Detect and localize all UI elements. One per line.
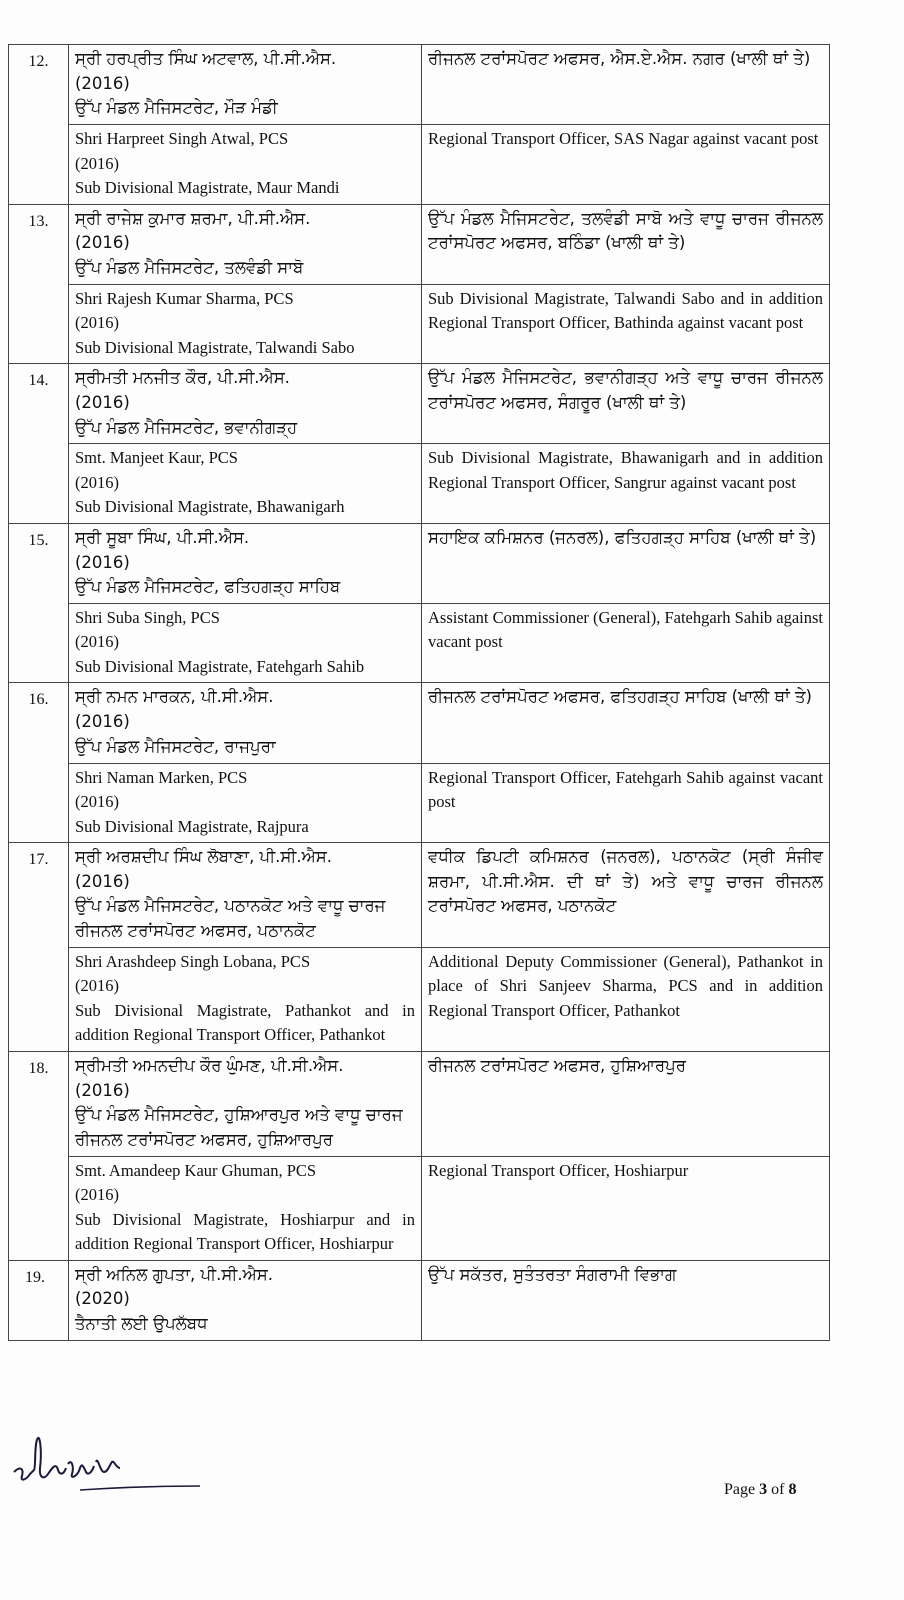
name-line-punjabi: ਉੱਪ ਮੰਡਲ ਮੈਜਿਸਟਰੇਟ, ਹੁਸ਼ਿਆਰਪੁਰ ਅਤੇ ਵਾਧੂ ਚਾਰਜ ਰੀਜਨਲ ਟਰਾਂਸਪੋਰਟ ਅਫਸਰ, ਹੁਸ਼ਿਆਰਪੁਰ <box>75 1105 403 1149</box>
officer-name-punjabi <box>69 204 422 284</box>
handwritten-signature <box>0 1422 210 1522</box>
posting-punjabi: ਸਹਾਇਕ ਕਮਿਸ਼ਨਰ (ਜਨਰਲ), ਫਤਿਹਗੜ੍ਹ ਸਾਹਿਬ (ਖਾਲੀ ਥਾਂ ਤੇ) <box>422 523 830 603</box>
page-current: 3 <box>759 1481 768 1498</box>
posting-table-body <box>9 45 830 1341</box>
officer-name-punjabi <box>69 523 422 603</box>
entry-row-punjabi <box>9 683 830 763</box>
posting-english: Regional Transport Officer, Hoshiarpur <box>422 1156 830 1260</box>
posting-english: Assistant Commissioner (General), Fatehgarh Sahib against vacant post <box>422 603 830 683</box>
serial-number: 16. <box>9 683 69 843</box>
page-total: 8 <box>788 1481 797 1498</box>
name-line-punjabi: ਉੱਪ ਮੰਡਲ ਮੈਜਿਸਟਰੇਟ, ਭਵਾਨੀਗੜ੍ਹ <box>75 417 298 437</box>
entry-row-english <box>9 284 830 364</box>
entry-row-punjabi <box>9 1051 830 1156</box>
name-line-english: Shri Harpreet Singh Atwal, PCS <box>75 129 289 149</box>
name-line-english: Sub Divisional Magistrate, Rajpura <box>75 816 309 836</box>
posting-english: Sub Divisional Magistrate, Talwandi Sabo and in addition Regional Transport Officer, Bathinda against vacant post <box>422 284 830 364</box>
officer-name-english <box>69 125 422 205</box>
posting-english: Sub Divisional Magistrate, Bhawanigarh and in addition Regional Transport Officer, Sangrur against vacant post <box>422 444 830 524</box>
name-line-punjabi: ਉੱਪ ਮੰਡਲ ਮੈਜਿਸਟਰੇਟ, ਤਲਵੰਡੀ ਸਾਬੋ <box>75 258 304 278</box>
posting-english: Regional Transport Officer, Fatehgarh Sahib against vacant post <box>422 763 830 843</box>
of-word: of <box>771 1481 785 1498</box>
name-line-punjabi: (2016) <box>75 392 130 412</box>
posting-english: Regional Transport Officer, SAS Nagar against vacant post <box>422 125 830 205</box>
posting-punjabi: ਰੀਜਨਲ ਟਰਾਂਸਪੋਰਟ ਅਫਸਰ, ਹੁਸ਼ਿਆਰਪੁਰ <box>422 1051 830 1156</box>
officer-name-english <box>69 444 422 524</box>
officer-name-english <box>69 603 422 683</box>
name-line-english: Sub Divisional Magistrate, Bhawanigarh <box>75 497 345 517</box>
entry-row-punjabi <box>9 204 830 284</box>
name-line-english: Sub Divisional Magistrate, Maur Mandi <box>75 178 340 198</box>
serial-number: 17. <box>9 843 69 1052</box>
name-line-english: (2016) <box>75 976 119 996</box>
name-line-punjabi: (2016) <box>75 73 130 93</box>
entry-row-punjabi <box>9 843 830 948</box>
entry-row-english <box>9 947 830 1051</box>
name-line-english: (2016) <box>75 472 119 492</box>
name-line-english: Sub Divisional Magistrate, Talwandi Sabo <box>75 337 355 357</box>
page-indicator <box>724 1481 796 1499</box>
entry-row-punjabi <box>9 364 830 444</box>
name-line-punjabi: ਸ੍ਰੀ ਹਰਪ੍ਰੀਤ ਸਿੰਘ ਅਟਵਾਲ, ਪੀ.ਸੀ.ਐਸ. <box>75 49 337 68</box>
officer-name-punjabi <box>69 1260 422 1340</box>
name-line-punjabi: ਸ੍ਰੀ ਅਰਸ਼ਦੀਪ ਸਿੰਘ ਲੋਬਾਣਾ, ਪੀ.ਸੀ.ਐਸ. <box>75 847 332 867</box>
name-line-punjabi: ਉੱਪ ਮੰਡਲ ਮੈਜਿਸਟਰੇਟ, ਪਠਾਨਕੋਟ ਅਤੇ ਵਾਧੂ ਚਾਰਜ ਰੀਜਨਲ ਟਰਾਂਸਪੋਰਟ ਅਫਸਰ, ਪਠਾਨਕੋਟ <box>75 896 386 941</box>
serial-number: 14. <box>9 364 69 524</box>
entry-row-english <box>9 763 830 843</box>
name-line-english: Shri Naman Marken, PCS <box>75 767 248 787</box>
name-line-english: Sub Divisional Magistrate, Hoshiarpur and in addition Regional Transport Officer, Hoshiarpur <box>75 1209 415 1254</box>
name-line-english: (2016) <box>75 153 119 173</box>
officer-name-english <box>69 284 422 364</box>
officer-name-punjabi <box>69 364 422 444</box>
name-line-punjabi: ਉੱਪ ਮੰਡਲ ਮੈਜਿਸਟਰੇਟ, ਫਤਿਹਗੜ੍ਹ ਸਾਹਿਬ <box>75 577 341 597</box>
posting-punjabi: ਰੀਜਨਲ ਟਰਾਂਸਪੋਰਟ ਅਫਸਰ, ਐਸ.ਏ.ਐਸ. ਨਗਰ (ਖਾਲੀ ਥਾਂ ਤੇ) <box>422 45 830 125</box>
officer-name-punjabi <box>69 843 422 948</box>
name-line-english: Smt. Amandeep Kaur Ghuman, PCS <box>75 1160 317 1180</box>
posting-table <box>8 44 830 1341</box>
name-line-english: (2016) <box>75 632 119 652</box>
serial-number: 19. <box>9 1260 69 1340</box>
name-line-punjabi: ਸ੍ਰੀ ਸੂਬਾ ਸਿੰਘ, ਪੀ.ਸੀ.ਐਸ. <box>75 527 250 547</box>
name-line-english: Smt. Manjeet Kaur, PCS <box>75 448 238 468</box>
name-line-english: (2016) <box>75 313 119 333</box>
name-line-punjabi: ਤੈਨਾਤੀ ਲਈ ਉਪਲੱਬਧ <box>75 1314 208 1334</box>
name-line-english: Sub Divisional Magistrate, Pathankot and in addition Regional Transport Officer, Pathankot <box>75 1000 415 1045</box>
name-line-punjabi: (2020) <box>75 1289 130 1309</box>
entry-row-punjabi <box>9 45 830 125</box>
name-line-english: Shri Arashdeep Singh Lobana, PCS <box>75 951 311 971</box>
entry-row-english <box>9 603 830 683</box>
officer-name-punjabi <box>69 1051 422 1156</box>
name-line-english: Shri Rajesh Kumar Sharma, PCS <box>75 288 294 308</box>
posting-english: Additional Deputy Commissioner (General), Pathankot in place of Shri Sanjeev Sharma, PCS and in addition Regional Transport Officer, Pathankot <box>422 947 830 1051</box>
officer-name-english <box>69 1156 422 1260</box>
name-line-punjabi: (2016) <box>75 871 130 891</box>
name-line-punjabi: (2016) <box>75 712 130 732</box>
name-line-punjabi: ਸ੍ਰੀਮਤੀ ਮਨਜੀਤ ਕੌਰ, ਪੀ.ਸੀ.ਐਸ. <box>75 368 290 388</box>
name-line-english: (2016) <box>75 792 119 812</box>
name-line-punjabi: ਉੱਪ ਮੰਡਲ ਮੈਜਿਸਟਰੇਟ, ਮੌੜ ਮੰਡੀ <box>75 98 278 118</box>
name-line-punjabi: ਸ੍ਰੀ ਅਨਿਲ ਗੁਪਤਾ, ਪੀ.ਸੀ.ਐਸ. <box>75 1264 273 1284</box>
entry-row-english <box>9 125 830 205</box>
posting-punjabi: ਰੀਜਨਲ ਟਰਾਂਸਪੋਰਟ ਅਫਸਰ, ਫਤਿਹਗੜ੍ਹ ਸਾਹਿਬ (ਖਾਲੀ ਥਾਂ ਤੇ) <box>422 683 830 763</box>
entry-row-punjabi <box>9 523 830 603</box>
entry-row-english <box>9 1156 830 1260</box>
officer-name-punjabi <box>69 45 422 125</box>
serial-number: 15. <box>9 523 69 683</box>
name-line-punjabi: (2016) <box>75 552 130 572</box>
serial-number: 13. <box>9 204 69 364</box>
officer-name-english <box>69 947 422 1051</box>
serial-number: 18. <box>9 1051 69 1260</box>
posting-punjabi: ਵਧੀਕ ਡਿਪਟੀ ਕਮਿਸ਼ਨਰ (ਜਨਰਲ), ਪਠਾਨਕੋਟ (ਸ੍ਰੀ ਸੰਜੀਵ ਸ਼ਰਮਾ, ਪੀ.ਸੀ.ਐਸ. ਦੀ ਥਾਂ ਤੇ) ਅਤੇ ਵਾਧੂ ਚਾਰਜ ਰੀਜਨਲ ਟਰਾਂਸਪੋਰਟ ਅਫਸਰ, ਪਠਾਨਕੋਟ <box>422 843 830 948</box>
posting-punjabi: ਉੱਪ ਮੰਡਲ ਮੈਜਿਸਟਰੇਟ, ਭਵਾਨੀਗੜ੍ਹ ਅਤੇ ਵਾਧੂ ਚਾਰਜ ਰੀਜਨਲ ਟਰਾਂਸਪੋਰਟ ਅਫਸਰ, ਸੰਗਰੂਰ (ਖਾਲੀ ਥਾਂ ਤੇ) <box>422 364 830 444</box>
name-line-english: (2016) <box>75 1185 119 1205</box>
entry-row-english <box>9 444 830 524</box>
officer-name-english <box>69 763 422 843</box>
entry-row-punjabi <box>9 1260 830 1340</box>
name-line-punjabi: ਸ੍ਰੀਮਤੀ ਅਮਨਦੀਪ ਕੌਰ ਘੁੰਮਣ, ਪੀ.ਸੀ.ਐਸ. <box>75 1055 344 1075</box>
name-line-english: Sub Divisional Magistrate, Fatehgarh Sahib <box>75 656 365 676</box>
name-line-punjabi: ਉੱਪ ਮੰਡਲ ਮੈਜਿਸਟਰੇਟ, ਰਾਜਪੁਰਾ <box>75 736 276 756</box>
name-line-punjabi: (2016) <box>75 1080 130 1100</box>
officer-name-punjabi <box>69 683 422 763</box>
name-line-punjabi: (2016) <box>75 233 130 253</box>
serial-number: 12. <box>9 45 69 205</box>
posting-punjabi: ਉੱਪ ਸਕੱਤਰ, ਸੁਤੰਤਰਤਾ ਸੰਗਰਾਮੀ ਵਿਭਾਗ <box>422 1260 830 1340</box>
page-word: Page <box>724 1481 756 1498</box>
posting-punjabi: ਉੱਪ ਮੰਡਲ ਮੈਜਿਸਟਰੇਟ, ਤਲਵੰਡੀ ਸਾਬੋ ਅਤੇ ਵਾਧੂ ਚਾਰਜ ਰੀਜਨਲ ਟਰਾਂਸਪੋਰਟ ਅਫਸਰ, ਬਠਿੰਡਾ (ਖਾਲੀ ਥਾਂ ਤੇ) <box>422 204 830 284</box>
name-line-punjabi: ਸ੍ਰੀ ਨਮਨ ਮਾਰਕਨ, ਪੀ.ਸੀ.ਐਸ. <box>75 687 274 707</box>
name-line-punjabi: ਸ੍ਰੀ ਰਾਜੇਸ਼ ਕੁਮਾਰ ਸ਼ਰਮਾ, ਪੀ.ਸੀ.ਐਸ. <box>75 208 311 228</box>
name-line-english: Shri Suba Singh, PCS <box>75 607 220 627</box>
